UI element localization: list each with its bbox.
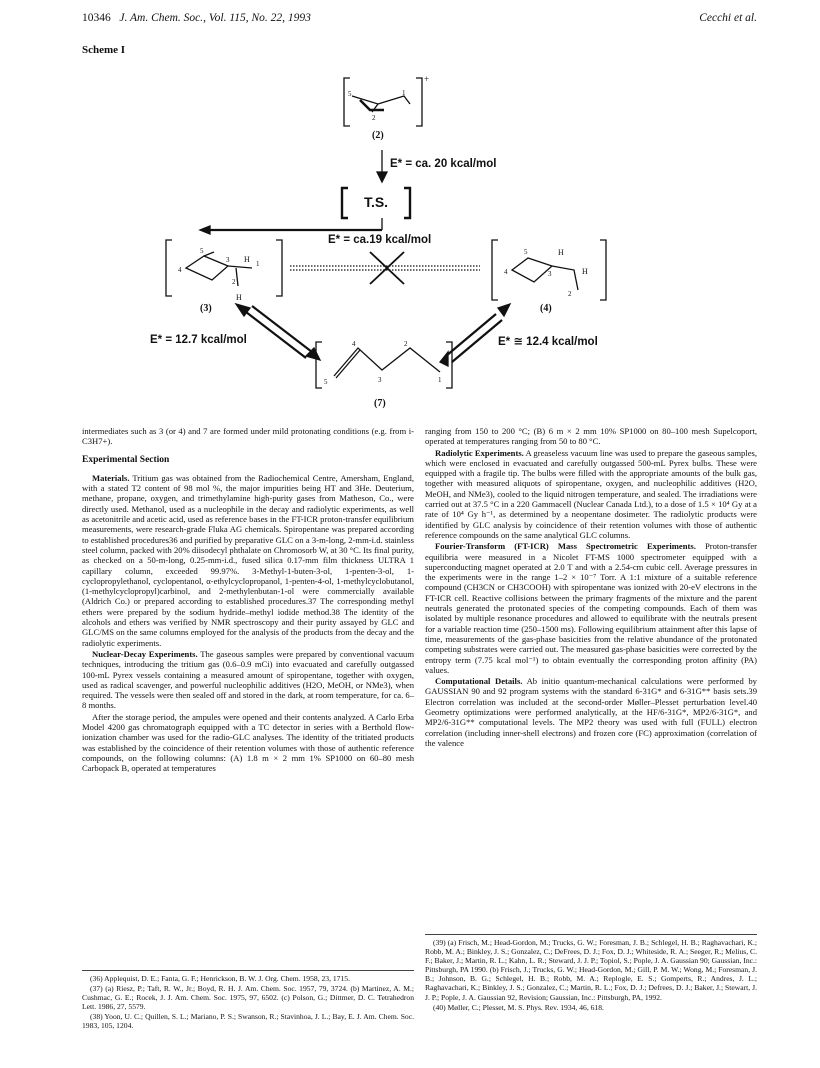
ftir-heading: Fourier-Transform (FT-ICR) Mass Spectrometric Experiments. [435,541,696,552]
right-column [425,426,757,749]
svg-text:4: 4 [504,268,508,276]
decay-text: The gaseous samples were prepared by conventional vacuum techniques, introducing the tritium gas (0.6–0.9 mCi) into evacuated and carefully outgassed 100-mL Pyrex vessels containing a measured amount of spiropentane, together with oxygen, used as radical scavenger, and powerful nucleophilic additives (H2O, MeOH, or NMe3), when required. The vessels were then sealed off and stored in the dark, at room temperature, for ca. 6–8 months. [82,648,415,711]
reaction-scheme [0,0,820,420]
ftir-text: Proton-transfer equilibria were measured in a Nicolet FT-MS 1000 spectrometer equipped with a superconducting magnet operated at 2.0 T and with a 2.54-cm cubic cell. Average pressures in the experiments were in the range 1–2 × 10⁻⁷ Torr. A 1:1 mixture of a suitable reference compound (CH3CN or CH3COOH) with spiropentane was ionized with 20-eV electrons in the FT-ICR cell. Reactive collisions between the primary fragments of the mixture and the parent neutrals generated the protonated species of the competing compounds. Each of them was isolated by multiple resonance procedures and allowed to equilibrate with the neutrals present for a variable reaction time (250–1500 ms). Following equilibrium attainment after this lapse of time, measurements of the gas-phase basicities from the relative abundance of the protonated competing substrates were carried out. The measured gas-phase basicities were corrected by the entropy term (7.75 kcal mol⁻¹) to obtain eventually the corresponding proton affinity (PA) values. [425,541,757,675]
svg-text:2: 2 [232,278,236,286]
footnotes-left [82,970,414,1032]
running-header-authors: Cecchi et al. [699,12,757,24]
storage-paragraph: After the storage period, the ampules were opened and their contents analyzed. A Carlo Erba Model 4200 gas chromatograph equipped with a TC detector in series with a Berthold flow-ionization chamber was used for the radio-GLC analyses. The identity of the tritiated products was established by the coincidence of their retention volumes with those of authentic reference compounds, on the following columns: (A) 1.8 m × 2 mm 1% SP1000 on 60–80 mesh Carbopack B, operated at temperatures [82,711,414,774]
svg-text:H: H [244,255,250,264]
energy-top: E* = ca. 20 kcal/mol [390,158,497,170]
volume-info: Vol. 115, No. 22, 1993 [208,12,311,24]
svg-text:5: 5 [524,248,528,256]
svg-text:H: H [236,293,242,302]
svg-text:2: 2 [372,114,376,122]
materials-text: Tritium gas was obtained from the Radiochemical Centre, Amersham, England, with a stated T2 content of 98 mol %, the major impurities being HT and 3He. Deuterium, methane, propane, oxygen, and trimethylamine high-purity gases from Matheson, Co., were directly used. Methanol, used as a nucleophile in the decay and radiolytic experiments, as well as acetonitrile and acetic acid, used as reference bases in the FT-ICR proton-transfer equilibrium measurements, were research-grade Fluka AG chemicals. Spiropentane was prepared according to established procedures36 and purified by preparative GLC on a 3-m-long, 2-mm-i.d. stainless steel column, packed with 20% diisodecyl phthalate on Chromosorb W, at 30 °C. Its final purity, as checked on a 50-m-long, 0.25-mm-i.d., fused silica 0.17-mm film thickness ULTRA 1 capillary column, exceeded 99.97%. 3-Methyl-1-buten-3-ol, 1-penten-3-ol, 1-cyclopropylethanol, cyclopentanol, α-ethylcyclopropanol, 1-penten-4-ol, 1-methylcyclobutanol, (1-methylcyclopropyl)carbinol, and 2-methylenbutan-1-ol were commercially available (Aldrich Co.) or prepared according to established procedures.37 The corresponding methyl ethers were prepared by the sodium hydride–methyl iodide method.38 The identity of the alcohols and ethers was verified by NMR spectroscopy and their purity assayed by GLC and GLC/MS on the same columns employed for the analysis of the products from the decay and the radiolytic experiments. [82,472,415,648]
radiolytic-heading: Radiolytic Experiments. [435,447,524,458]
computational-heading: Computational Details. [435,676,523,687]
compound-7-label: (7) [374,398,386,409]
energy-right: E* ≅ 12.4 kcal/mol [498,336,598,348]
svg-text:1: 1 [438,376,442,384]
energy-middle: E* = ca.19 kcal/mol [328,234,432,246]
svg-text:2: 2 [404,340,408,348]
journal-name: J. Am. Chem. Soc., [119,12,207,24]
svg-text:4: 4 [178,266,182,274]
materials-paragraph [82,473,414,648]
footnote-36: (36) Applequist, D. E.; Fanta, G. F.; Henrickson, B. W. J. Org. Chem. 1958, 23, 1715. [90,974,350,983]
compound-2-structure [344,74,429,126]
section-title: Experimental Section [82,454,170,465]
transition-state: T.S. [363,194,389,210]
footnote-39: (39) (a) Frisch, M.; Head-Gordon, M.; Trucks, G. W.; Foresman, J. B.; Schlegel, H. B.; Raghavachari, K.; Robb, M. A.; Binkley, J. S.; Gonzalez, C.; DeFrees, D. J.; Fox, D. J.; Whiteside, R. A.; Seeger, R.; Melius, C. F.; Baker, J.; Martin, R. L.; Kahn, L. R.; Steward, J. J. P.; Topiol, S.; Pople, J. A. Gaussian 90; Gaussian, Inc.: Pittsburgh, PA 1990. (b) Frisch, J.; Trucks, G. W.; Head-Gordon, M.; Gill, P. M. W.; Wong, M.; Foresman, J. B.; Johnson, B. G.; Schlegel, H. B.; Robb, M. A.; Replogle, E. S.; Gomperts, R.; Andres, J. L.; Raghavachari, K.; Binkley, J. S.; Gonzalez, C.; Martin, R. L.; Fox, D. J.; Defrees, D. J.; Baker, J.; Stewart, J. J. P.; Pople, J. A. Gaussian 92, Revision; Gaussian, Inc.: Pittsburgh, PA, 1992. [425,938,757,1002]
footnote-37: (37) (a) Riesz, P.; Taft, R. W., Jr.; Boyd, R. H. J. Am. Chem. Soc. 1957, 79, 3724. (b) Martinez, A. M.; Cushmac, G. E.; Rocek, J. J. Am. Chem. Soc. 1975, 97, 6502. (c) Polson, G.; Dittmer, D. C. Tetrahedron Lett. 1986, 27, 5579. [82,984,414,1012]
svg-text:1: 1 [402,89,406,97]
page-number: 10346 [82,12,111,24]
computational-paragraph [425,676,757,748]
svg-text:H: H [558,248,564,257]
compound-7-structure [316,340,452,388]
compound-3-structure [166,240,282,302]
scheme-drawing [0,0,820,420]
svg-text:4: 4 [352,340,356,348]
svg-text:H: H [582,267,588,276]
footnote-38: (38) Yoon, U. C.; Quillen, S. L.; Mariano, P. S.; Swanson, R.; Stavinhoa, J. L.; Bay, E. J. Am. Chem. Soc. 1983, 105, 1204. [82,1012,414,1031]
compound-2-label: (2) [372,130,384,141]
svg-text:3: 3 [548,270,552,278]
energy-left: E* = 12.7 kcal/mol [150,334,247,346]
radiolytic-paragraph [425,448,757,541]
svg-text:3: 3 [226,256,230,264]
materials-heading: Materials. [92,472,130,483]
svg-text:1: 1 [256,260,260,268]
footnotes-right [425,934,757,1013]
compound-4-structure [492,240,606,300]
svg-text:5: 5 [324,378,328,386]
left-column [82,426,414,775]
compound-3-label: (3) [200,303,212,314]
continuation-paragraph: ranging from 150 to 200 °C; (B) 6 m × 2 mm 10% SP1000 on 80–100 mesh Supelcoport, operated at temperatures ranging from 50 to 80 °C. [425,426,757,447]
computational-text: Ab initio quantum-mechanical calculations were performed by GAUSSIAN 90 and 92 program systems with the standard 6-31G* and 6-31G** basis sets.39 Electron correlation was included at the second-order Møller–Plesset perturbation level.40 Geometry optimizations were performed analytically, at the HF/6-31G*, MP2/6-31G*, and MP2/6-31G** computational levels. The MP2 theory was used with full (FULL) electron correlation (including inner-shell electrons) and frozen core (FC) approximation (correlation of the valence [425,676,757,748]
svg-text:2: 2 [568,290,572,298]
footnote-40: (40) Møller, C.; Plesset, M. S. Phys. Rev. 1934, 46, 618. [433,1002,604,1012]
decay-heading: Nuclear-Decay Experiments. [92,648,198,659]
svg-text:5: 5 [200,247,204,255]
svg-text:5: 5 [348,90,352,98]
svg-text:3: 3 [378,376,382,384]
scheme-title: Scheme I [82,44,126,56]
ftir-paragraph [425,541,757,675]
compound-4-label: (4) [540,303,552,314]
radiolytic-text: A greaseless vacuum line was used to prepare the gaseous samples, which were enclosed in evacuated and carefully outgassed 500-mL Pyrex bulbs. These were equipped with a fragile tip. The bulbs were filled with the appropriate amounts of the bulk gas, together with measured aliquots of spiropentane, oxygen, and nucleophilic additives (H2O, MeOH, and NMe3), cooled to the liquid nitrogen temperature, and sealed. The irradiations were carried out at 37.5 °C in a 220 Gammacell (Nuclear Canada Ltd.), to a dose of 1.5 × 10⁴ Gy at a rate of 10⁴ Gy h⁻¹, as determined by a neopentane dosimeter. The radiolytic products were identified by GLC analysis by coincidence of their retention volumes with those of authentic reference compounds on the same analytical GLC columns. [425,447,757,540]
decay-paragraph [82,649,414,711]
intro-paragraph: intermediates such as 3 (or 4) and 7 are formed under mild protonating conditions (e.g. from i-C3H7+). [82,426,414,447]
svg-text:+: + [424,74,430,84]
